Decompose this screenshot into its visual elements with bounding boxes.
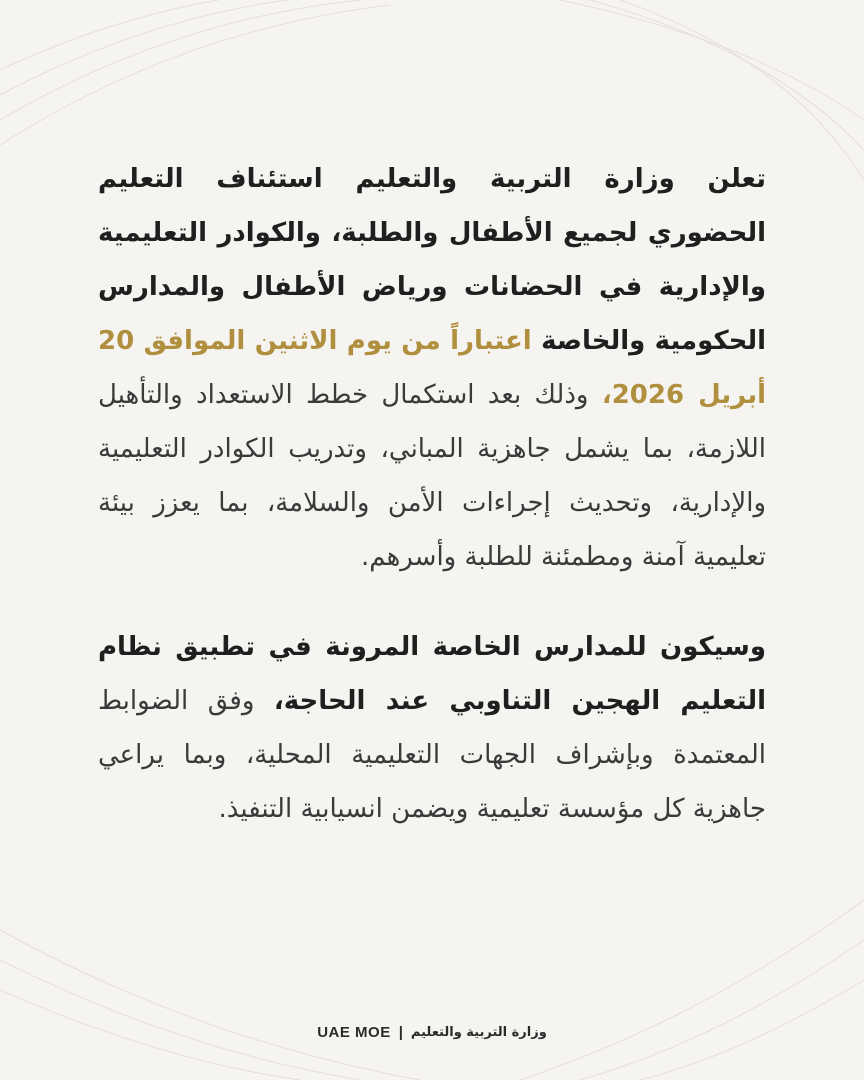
paragraph-2-bold-text: وسيكون للمدارس الخاصة المرونة في تطبيق نظام التعليم الهجين التناوبي عند الحاجة، <box>98 632 766 716</box>
paragraph-1-highlight-date: اعتباراً من يوم الاثنين الموافق 20 أبريل 2026، <box>98 326 766 410</box>
announcement-paragraph-1 <box>98 152 766 584</box>
footer-brand <box>0 1020 864 1044</box>
announcement-body <box>98 152 766 836</box>
footer-english-name: UAE MOE <box>317 1023 391 1041</box>
paragraph-1-regular-text: وذلك بعد استكمال خطط الاستعداد والتأهيل اللازمة، بما يشمل جاهزية المباني، وتدريب الكوادر التعليمية والإدارية، وتحديث إجراءات الأمن والسلامة، بما يعزز بيئة تعليمية آمنة ومطمئنة للطلبة وأسرهم. <box>98 380 766 572</box>
paragraph-1-bold-text: تعلن وزارة التربية والتعليم استئناف التعليم الحضوري لجميع الأطفال والطلبة، والكوادر التعليمية والإدارية في الحضانات ورياض الأطفال والمدارس الحكومية والخاصة <box>98 164 766 356</box>
announcement-paragraph-2 <box>98 620 766 836</box>
paragraph-2-regular-text: وفق الضوابط المعتمدة وبإشراف الجهات التعليمية المحلية، وبما يراعي جاهزية كل مؤسسة تعليمية ويضمن انسيابية التنفيذ. <box>98 686 766 824</box>
footer-separator: | <box>398 1023 403 1041</box>
footer-arabic-name: وزارة التربية والتعليم <box>410 1024 547 1040</box>
